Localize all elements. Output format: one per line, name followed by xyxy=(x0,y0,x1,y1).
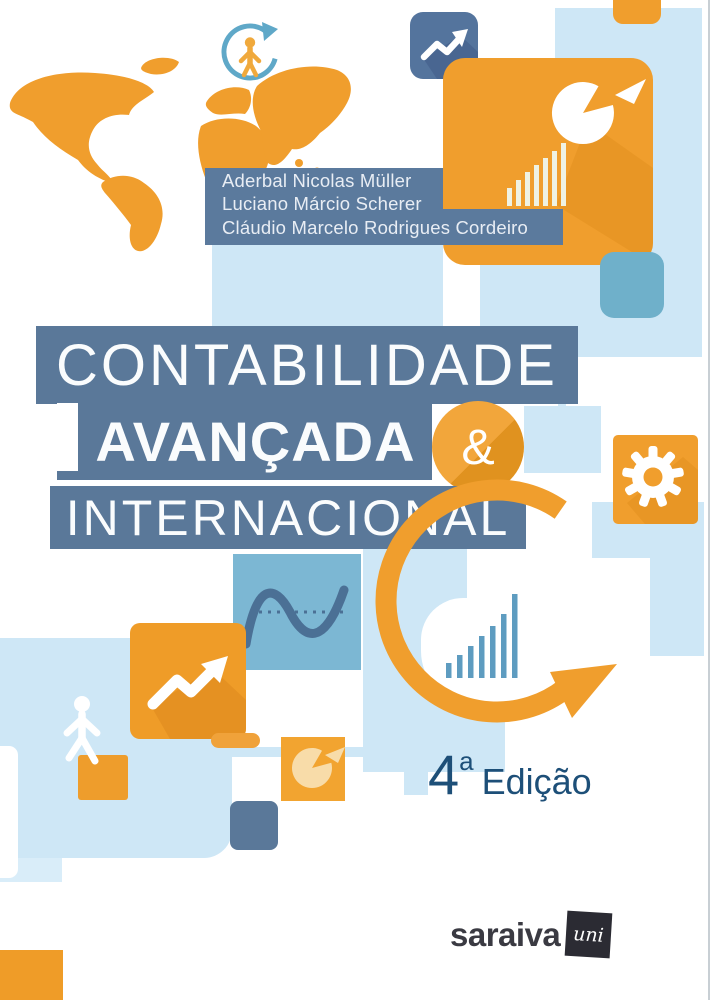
white-tab xyxy=(0,746,18,878)
publisher-imprint-box xyxy=(565,911,613,959)
edition-number: 4 xyxy=(428,743,460,806)
ampersand: & xyxy=(461,419,495,475)
title-line-2-text: AVANÇADA xyxy=(95,410,416,473)
small-pie-square xyxy=(281,737,345,801)
small-pie-chart-icon xyxy=(281,737,345,801)
title-line-1: CONTABILIDADE xyxy=(36,326,578,404)
sine-wave-icon xyxy=(233,554,361,670)
orange-tab xyxy=(613,0,661,24)
author-name: Luciano Márcio Scherer xyxy=(222,193,422,214)
cover-edge xyxy=(708,0,710,1000)
trend-up-square-large xyxy=(130,623,246,739)
title-line-2 xyxy=(57,403,432,480)
orange-pill xyxy=(211,733,260,748)
band-notch xyxy=(57,403,78,471)
title-line-3: INTERNACIONAL xyxy=(50,486,526,549)
publisher-logo xyxy=(450,912,611,957)
trend-up-icon xyxy=(130,623,246,739)
edition-word: Edição xyxy=(481,761,592,802)
bg-tile xyxy=(558,403,566,460)
publisher-imprint: uni xyxy=(572,922,605,947)
walking-person-icon xyxy=(50,690,120,770)
shadow xyxy=(556,122,653,265)
edition-ordinal: a xyxy=(459,746,474,776)
circular-arrow-icon xyxy=(370,470,630,730)
sine-wave-square xyxy=(233,554,361,670)
bg-tile xyxy=(650,556,704,656)
slate-square xyxy=(230,801,278,850)
bar-chart-icon xyxy=(507,143,566,206)
orange-block xyxy=(0,950,63,1000)
person-cycle-icon xyxy=(215,18,285,88)
teal-square xyxy=(600,252,664,318)
author-name: Cláudio Marcelo Rodrigues Cordeiro xyxy=(222,217,529,238)
pie-chart-icon xyxy=(552,79,646,144)
author-name: Aderbal Nicolas Müller xyxy=(222,170,412,191)
edition-label xyxy=(428,742,592,807)
publisher-name: saraiva xyxy=(450,915,561,953)
